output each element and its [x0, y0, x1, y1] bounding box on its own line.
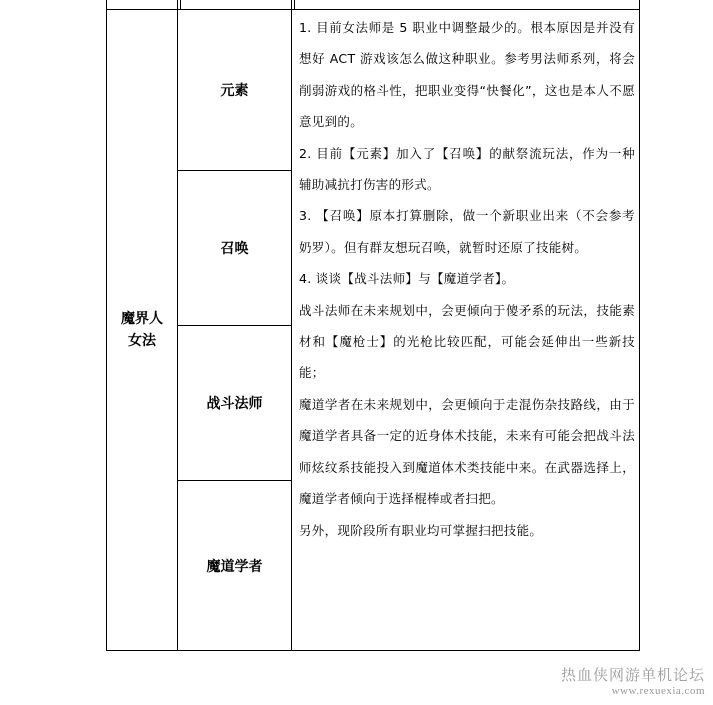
column-divider-1-top: [180, 0, 181, 9]
subclass-label: 战斗法师: [206, 396, 263, 412]
watermark-site-name: 热血侠网游单机论坛: [560, 668, 705, 684]
description-cell: [299, 12, 635, 546]
paragraph-1: 1. 目前女法师是 5 职业中调整最少的。根本原因是并没有想好 ACT 游戏该怎么做这种职业。参考男法师系列，将会削弱游戏的格斗性，把职业变得“快餐化”，这也是本人不愿意见到的。: [299, 20, 635, 130]
paragraph-3: 3. 【召唤】原本打算删除，做一个新职业出来（不会参考奶罗）。但有群友想玩召唤，就暂时还原了技能树。: [299, 208, 635, 255]
column-divider-2-top: [294, 0, 295, 9]
paragraph-5: 战斗法师在未来规划中，会更倾向于傻矛系的玩法，技能素材和【魔枪士】的光枪比较匹配，可能会延伸出一些新技能；: [299, 302, 635, 381]
paragraph-2: 2. 目前【元素】加入了【召唤】的献祭流玩法，作为一种辅助减抗打伤害的形式。: [299, 145, 635, 193]
category-line-1: 魔界人: [121, 311, 163, 327]
paragraph-6: 魔道学者在未来规划中，会更倾向于走混伤杂技路线，由于魔道学者具备一定的近身体术技能，未来有可能会把战斗法师炫纹系技能投入到魔道体术类技能中来。在武器选择上，魔道学者倾向于选择棍棒或者扫把。: [299, 396, 635, 507]
watermark-url: www.rexuexia.com: [611, 685, 705, 697]
subclass-cell-summoner: [178, 171, 291, 325]
category-label: [112, 308, 172, 352]
subclass-label: 魔道学者: [206, 559, 263, 575]
column-divider-2: [291, 0, 292, 650]
subclass-cell-witch: [178, 481, 291, 651]
subclass-label: 元素: [220, 83, 249, 99]
document-table: [106, 0, 640, 651]
category-cell: [107, 10, 177, 650]
site-watermark: [561, 668, 705, 697]
paragraph-4: 4. 谈谈【战斗法师】与【魔道学者】。: [299, 271, 515, 287]
category-line-2: 女法: [128, 333, 156, 349]
subclass-label: 召唤: [220, 241, 249, 257]
subclass-cell-elemental: [178, 10, 291, 170]
subclass-cell-battle-mage: [178, 326, 291, 480]
paragraph-7: 另外，现阶段所有职业均可掌握扫把技能。: [299, 522, 543, 538]
